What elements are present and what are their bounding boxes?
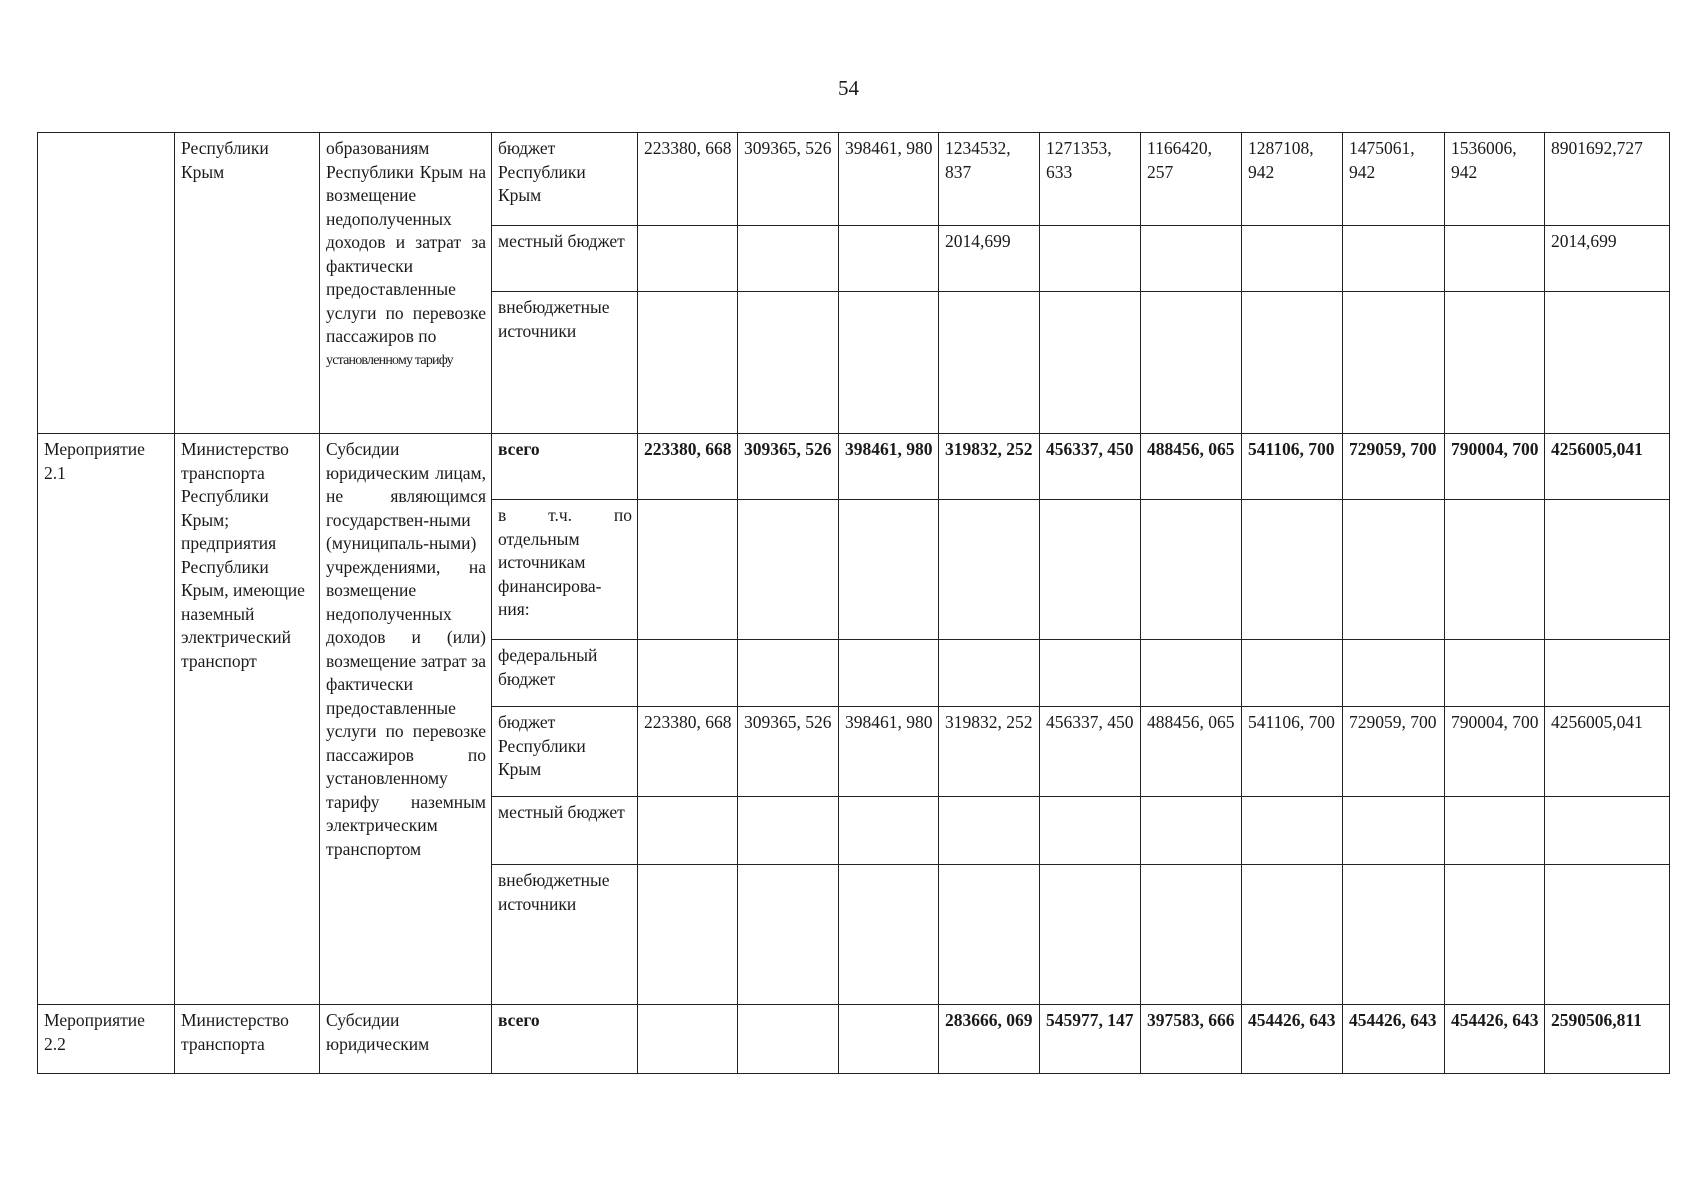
value-cell: 2014,699 — [939, 226, 1040, 292]
value-cell — [738, 226, 839, 292]
value-cell — [738, 1005, 839, 1074]
budget-table — [37, 132, 1670, 1074]
event-cell: Мероприятие 2.1 — [38, 434, 175, 1005]
value-cell — [1343, 500, 1445, 640]
value-cell — [738, 292, 839, 434]
value-cell — [638, 226, 738, 292]
source-cell: федеральный бюджет — [492, 640, 638, 707]
value-cell — [1343, 865, 1445, 1005]
value-cell — [1141, 500, 1242, 640]
source-cell: местный бюджет — [492, 226, 638, 292]
value-cell — [1040, 226, 1141, 292]
total-cell — [1545, 640, 1670, 707]
table-row — [38, 1005, 1670, 1074]
description-cell: Субсидии юридическим лицам, не являющимся государствен-ными (муниципаль-ными) учреждениями, на возмещение недополученных доходов и (или) возмещение затрат за фактически предоставленные услуги по перевозке пассажиров по установленному тарифу наземным электрическим транспортом — [320, 434, 492, 1005]
value-cell — [1040, 500, 1141, 640]
table-row — [38, 133, 1670, 226]
value-cell: 790004, 700 — [1445, 707, 1545, 797]
value-cell: 790004, 700 — [1445, 434, 1545, 500]
event-cell: Мероприятие 2.2 — [38, 1005, 175, 1074]
total-cell: 8901692,727 — [1545, 133, 1670, 226]
table-row — [38, 434, 1670, 500]
total-cell — [1545, 797, 1670, 865]
source-cell: внебюджетные источники — [492, 865, 638, 1005]
value-cell — [1141, 292, 1242, 434]
value-cell — [939, 865, 1040, 1005]
value-cell — [1445, 292, 1545, 434]
value-cell — [1242, 500, 1343, 640]
source-cell: всего — [492, 434, 638, 500]
value-cell: 319832, 252 — [939, 434, 1040, 500]
value-cell — [638, 500, 738, 640]
page-number: 54 — [838, 76, 859, 100]
executor-cell: Министерство транспорта Республики Крым; предприятия Республики Крым, имеющие наземный электрический транспорт — [175, 434, 320, 1005]
value-cell: 309365, 526 — [738, 707, 839, 797]
value-cell — [939, 640, 1040, 707]
value-cell: 488456, 065 — [1141, 707, 1242, 797]
value-cell — [1242, 292, 1343, 434]
value-cell: 545977, 147 — [1040, 1005, 1141, 1074]
value-cell: 309365, 526 — [738, 133, 839, 226]
value-cell: 488456, 065 — [1141, 434, 1242, 500]
source-cell: всего — [492, 1005, 638, 1074]
value-cell: 541106, 700 — [1242, 707, 1343, 797]
value-cell: 454426, 643 — [1343, 1005, 1445, 1074]
value-cell: 398461, 980 — [839, 434, 939, 500]
value-cell: 223380, 668 — [638, 707, 738, 797]
value-cell — [738, 865, 839, 1005]
value-cell: 456337, 450 — [1040, 434, 1141, 500]
value-cell — [1445, 640, 1545, 707]
value-cell: 541106, 700 — [1242, 434, 1343, 500]
value-cell — [1343, 640, 1445, 707]
value-cell — [1141, 640, 1242, 707]
total-cell: 2590506,811 — [1545, 1005, 1670, 1074]
total-cell: 4256005,041 — [1545, 434, 1670, 500]
value-cell: 223380, 668 — [638, 133, 738, 226]
total-cell — [1545, 865, 1670, 1005]
value-cell — [738, 640, 839, 707]
value-cell — [1445, 797, 1545, 865]
value-cell: 309365, 526 — [738, 434, 839, 500]
value-cell: 398461, 980 — [839, 133, 939, 226]
description-cell: Субсидии юридическим — [320, 1005, 492, 1074]
value-cell — [638, 797, 738, 865]
value-cell: 398461, 980 — [839, 707, 939, 797]
total-cell — [1545, 292, 1670, 434]
value-cell — [939, 292, 1040, 434]
value-cell — [638, 865, 738, 1005]
executor-cell: Министерство транспорта — [175, 1005, 320, 1074]
value-cell: 456337, 450 — [1040, 707, 1141, 797]
value-cell: 397583, 666 — [1141, 1005, 1242, 1074]
value-cell — [1445, 226, 1545, 292]
total-cell: 2014,699 — [1545, 226, 1670, 292]
value-cell — [1343, 797, 1445, 865]
value-cell — [939, 797, 1040, 865]
value-cell — [1040, 797, 1141, 865]
total-cell — [1545, 500, 1670, 640]
value-cell — [1040, 865, 1141, 1005]
value-cell — [839, 226, 939, 292]
value-cell: 319832, 252 — [939, 707, 1040, 797]
value-cell — [638, 1005, 738, 1074]
value-cell — [638, 292, 738, 434]
value-cell: 1234532, 837 — [939, 133, 1040, 226]
value-cell — [839, 640, 939, 707]
value-cell — [1242, 865, 1343, 1005]
value-cell — [738, 500, 839, 640]
total-cell: 4256005,041 — [1545, 707, 1670, 797]
source-cell: местный бюджет — [492, 797, 638, 865]
value-cell — [1445, 500, 1545, 640]
value-cell: 1536006, 942 — [1445, 133, 1545, 226]
value-cell — [1141, 865, 1242, 1005]
executor-cell: Республики Крым — [175, 133, 320, 434]
value-cell — [1141, 226, 1242, 292]
source-cell: бюджет Республики Крым — [492, 707, 638, 797]
value-cell: 283666, 069 — [939, 1005, 1040, 1074]
value-cell — [839, 500, 939, 640]
value-cell — [1040, 640, 1141, 707]
value-cell — [1343, 226, 1445, 292]
value-cell: 1475061, 942 — [1343, 133, 1445, 226]
value-cell: 1166420, 257 — [1141, 133, 1242, 226]
value-cell — [839, 865, 939, 1005]
source-cell: внебюджетные источники — [492, 292, 638, 434]
event-cell — [38, 133, 175, 434]
description-cell — [320, 133, 492, 434]
value-cell: 729059, 700 — [1343, 707, 1445, 797]
value-cell: 454426, 643 — [1445, 1005, 1545, 1074]
value-cell — [1242, 640, 1343, 707]
value-cell — [839, 1005, 939, 1074]
budget-table-body — [38, 133, 1670, 1074]
description-text: образованиям Республики Крым на возмещение недополученных доходов и затрат за фактически предоставленные услуги по перевозке пассажиров по — [326, 138, 486, 346]
value-cell — [1242, 226, 1343, 292]
value-cell — [839, 797, 939, 865]
value-cell — [1445, 865, 1545, 1005]
value-cell: 454426, 643 — [1242, 1005, 1343, 1074]
value-cell — [1141, 797, 1242, 865]
value-cell — [1040, 292, 1141, 434]
description-tail: установленному тарифу — [326, 352, 453, 368]
value-cell: 1287108, 942 — [1242, 133, 1343, 226]
value-cell: 1271353, 633 — [1040, 133, 1141, 226]
value-cell — [1343, 292, 1445, 434]
value-cell — [839, 292, 939, 434]
value-cell — [939, 500, 1040, 640]
source-cell: в т.ч. по отдельным источникам финансирова-ния: — [492, 500, 638, 640]
value-cell: 223380, 668 — [638, 434, 738, 500]
source-cell: бюджет Республики Крым — [492, 133, 638, 226]
value-cell: 729059, 700 — [1343, 434, 1445, 500]
value-cell — [738, 797, 839, 865]
value-cell — [1242, 797, 1343, 865]
value-cell — [638, 640, 738, 707]
